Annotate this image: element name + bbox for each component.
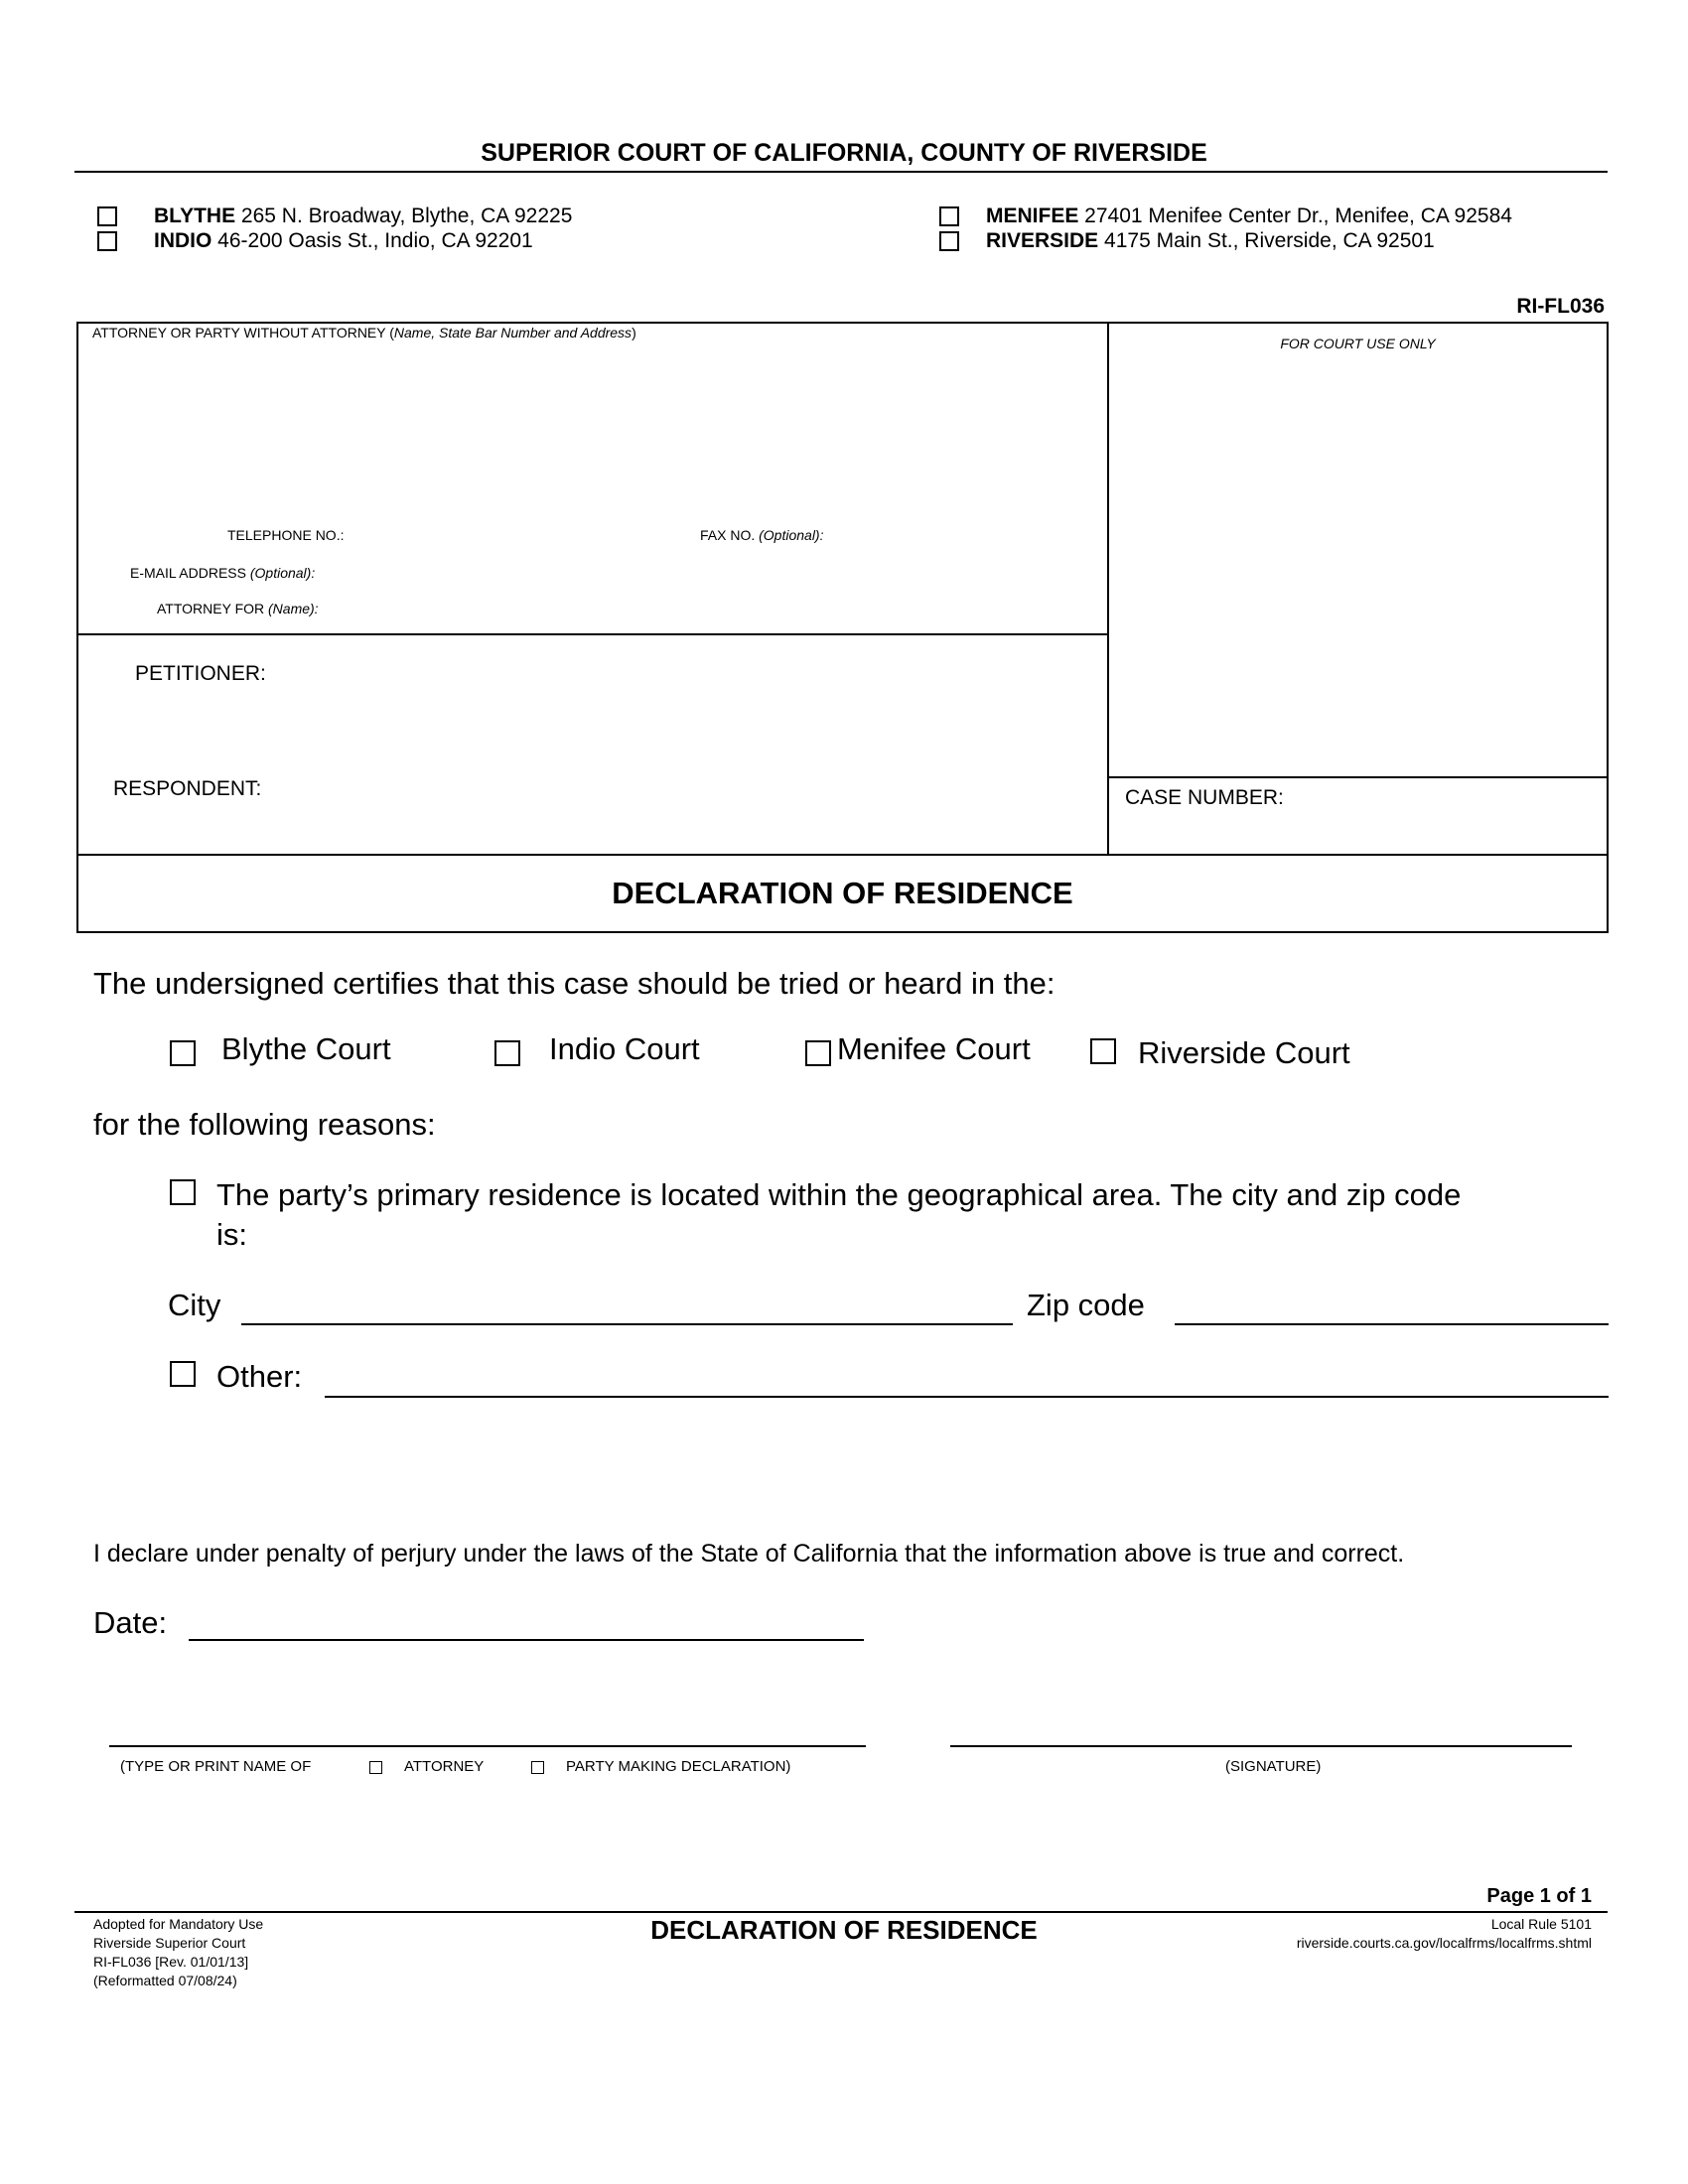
party-option-label: PARTY MAKING DECLARATION) bbox=[566, 1758, 791, 1775]
page-number: Page 1 of 1 bbox=[1486, 1885, 1592, 1907]
footer-title: DECLARATION OF RESIDENCE bbox=[650, 1915, 1038, 1945]
name-input-line[interactable] bbox=[109, 1745, 866, 1747]
date-input-line[interactable] bbox=[189, 1639, 864, 1641]
reasons-text: for the following reasons: bbox=[93, 1107, 436, 1142]
attorney-option-label: ATTORNEY bbox=[404, 1758, 485, 1775]
caption-divider bbox=[1107, 322, 1109, 855]
menifee-location-checkbox[interactable] bbox=[939, 206, 959, 226]
city-label: City bbox=[168, 1288, 221, 1322]
indio-location: INDIO 46-200 Oasis St., Indio, CA 92201 bbox=[154, 229, 533, 252]
city-input-line[interactable] bbox=[241, 1323, 1013, 1325]
menifee-court-label: Menifee Court bbox=[837, 1031, 1031, 1066]
other-input-line[interactable] bbox=[325, 1396, 1609, 1398]
blythe-location: BLYTHE 265 N. Broadway, Blythe, CA 92225 bbox=[154, 205, 573, 227]
title-rule bbox=[76, 854, 1609, 856]
email-label: E-MAIL ADDRESS (Optional): bbox=[130, 565, 316, 581]
signature-label: (SIGNATURE) bbox=[1225, 1758, 1322, 1775]
zip-label: Zip code bbox=[1027, 1288, 1145, 1322]
blythe-location-checkbox[interactable] bbox=[97, 206, 117, 226]
riverside-court-checkbox[interactable] bbox=[1090, 1038, 1116, 1064]
riverside-location-checkbox[interactable] bbox=[939, 231, 959, 251]
certify-text: The undersigned certifies that this case should be tried or heard in the: bbox=[93, 966, 1055, 1001]
blythe-court-label: Blythe Court bbox=[221, 1031, 391, 1066]
case-number-rule bbox=[1107, 776, 1609, 778]
zip-input-line[interactable] bbox=[1175, 1323, 1609, 1325]
residence-text-1: The party’s primary residence is located within the geographical area. The city and zip code bbox=[216, 1177, 1462, 1212]
other-checkbox[interactable] bbox=[170, 1361, 196, 1387]
case-number-label: CASE NUMBER: bbox=[1125, 786, 1284, 809]
indio-court-label: Indio Court bbox=[549, 1031, 700, 1066]
header-rule bbox=[74, 171, 1608, 173]
riverside-court-label: Riverside Court bbox=[1138, 1035, 1350, 1070]
footer-rule bbox=[74, 1911, 1608, 1913]
telephone-label: TELEPHONE NO.: bbox=[227, 527, 345, 543]
type-print-label: (TYPE OR PRINT NAME OF bbox=[120, 1758, 312, 1775]
residence-checkbox[interactable] bbox=[170, 1179, 196, 1205]
court-use-label: FOR COURT USE ONLY bbox=[1280, 336, 1436, 351]
date-label: Date: bbox=[93, 1605, 168, 1640]
form-title: DECLARATION OF RESIDENCE bbox=[612, 876, 1073, 910]
other-label: Other: bbox=[216, 1359, 303, 1394]
indio-court-checkbox[interactable] bbox=[494, 1040, 520, 1066]
petitioner-label: PETITIONER: bbox=[135, 662, 266, 685]
adopted-block: Adopted for Mandatory Use Riverside Superior Court RI-FL036 [Rev. 01/01/13] (Reformatted 07/08/24) bbox=[93, 1916, 264, 1988]
declaration-text: I declare under penalty of perjury under the laws of the State of California that the information above is true and correct. bbox=[93, 1540, 1405, 1568]
menifee-location: MENIFEE 27401 Menifee Center Dr., Menifee, CA 92584 bbox=[986, 205, 1512, 227]
footer-right: Local Rule 5101 riverside.courts.ca.gov/localfrms/localfrms.shtml bbox=[1296, 1916, 1592, 1951]
attorney-label: ATTORNEY OR PARTY WITHOUT ATTORNEY (Name, State Bar Number and Address) bbox=[92, 325, 636, 341]
attorney-section-rule bbox=[76, 633, 1107, 635]
court-title: SUPERIOR COURT OF CALIFORNIA, COUNTY OF RIVERSIDE bbox=[481, 139, 1207, 167]
indio-location-checkbox[interactable] bbox=[97, 231, 117, 251]
party-option-checkbox[interactable] bbox=[531, 1761, 544, 1774]
attorney-for-label: ATTORNEY FOR (Name): bbox=[157, 601, 319, 616]
attorney-option-checkbox[interactable] bbox=[369, 1761, 382, 1774]
signature-line[interactable] bbox=[950, 1745, 1572, 1747]
respondent-label: RESPONDENT: bbox=[113, 777, 262, 800]
residence-text-2: is: bbox=[216, 1217, 247, 1252]
fax-label: FAX NO. (Optional): bbox=[700, 527, 824, 543]
caption-box bbox=[76, 322, 1609, 933]
blythe-court-checkbox[interactable] bbox=[170, 1040, 196, 1066]
menifee-court-checkbox[interactable] bbox=[805, 1040, 831, 1066]
riverside-location: RIVERSIDE 4175 Main St., Riverside, CA 92501 bbox=[986, 229, 1435, 252]
form-number: RI-FL036 bbox=[1516, 295, 1605, 318]
